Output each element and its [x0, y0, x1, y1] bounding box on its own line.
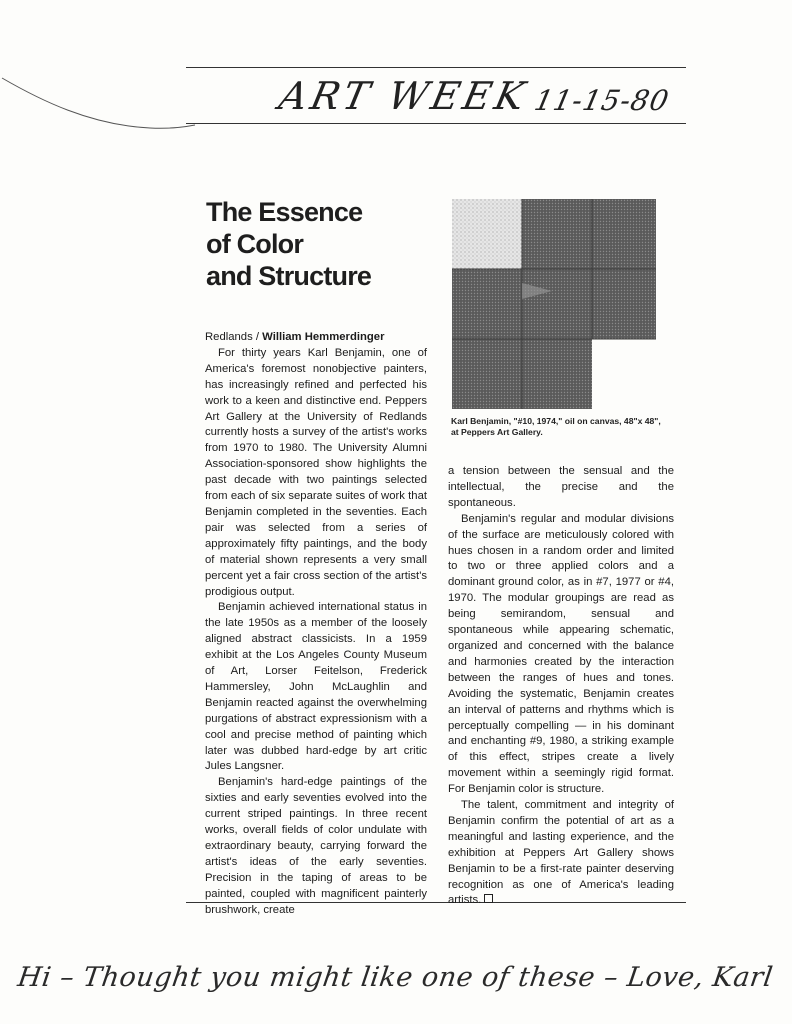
paragraph: Benjamin achieved international status in the late 1950s as a member of the loosely aligned abstract classicists. In a 1959 exhibit at the Los Angeles County Museum of Art, Lorser Feitelson, Frederick Hammersley, John McLaughlin and Benjamin reacted against the overwhelming purgations of abstract expressionism with a cool and precise method of painting which later was dubbed hard-edge by art critic Jules Langsner. — [205, 601, 427, 773]
title-line: and Structure — [206, 261, 372, 291]
closing-text: The talent, commitment and integrity of Benjamin confirm the potential of art as a meaningful and lasting experience, and the exhibition at Peppers Art Gallery shows Benjamin to be a first-rate painter deserving recognition as one of America's leading artists. — [448, 799, 674, 907]
figure-caption: Karl Benjamin, "#10, 1974," oil on canvas, 48"x 48", at Peppers Art Gallery. — [451, 416, 661, 437]
article-title — [206, 196, 436, 292]
handwritten-date: 11-15-80 — [531, 84, 673, 117]
author-name: William Hemmerdinger — [262, 331, 385, 343]
paragraph — [448, 798, 674, 909]
top-rule — [186, 67, 686, 68]
paragraph: Benjamin's hard-edge paintings of the sixties and early seventies evolved into the current striped paintings. In three recent works, overall fields of color undulate with extraordinary beauty, carrying forward the artist's ideas of the early seventies. Precision in the taping of areas to be painted, coupled with magnificent painterly brushwork, create — [205, 776, 427, 916]
article-column-1 — [205, 330, 427, 919]
title-line: of Color — [206, 229, 304, 259]
handwritten-note: Hi – Thought you might like one of these – Love, Karl — [15, 962, 775, 993]
paragraph: a tension between the sensual and the intellectual, the precise and the spontaneous. — [448, 465, 674, 509]
handwritten-masthead: ART WEEK — [275, 74, 533, 118]
paragraph: For thirty years Karl Benjamin, one of America's foremost nonobjective painters, has increasingly refined and perfected his work to a keen and distinctive end. Peppers Art Gallery at the University of Redlands currently hosts a survey of the artist's works from 1970 to 1980. The University Alumni Association-sponsored show highlights the past decade with two paintings selected from each of six separate suites of work that Benjamin completed in the seventies. Each pair was selected from a series of approximately fifty paintings, and the body of material shown represents a very small percent yet a fair cross section of the artist's prodigious output. — [205, 346, 427, 598]
scratch-mark — [0, 70, 200, 140]
title-line: The Essence — [206, 197, 363, 227]
article-column-2 — [448, 464, 674, 909]
header-rule — [186, 123, 686, 124]
painting-reproduction — [452, 199, 656, 409]
end-mark-icon — [484, 894, 493, 903]
byline — [205, 330, 427, 346]
dateline: Redlands / — [205, 331, 260, 343]
paragraph: Benjamin's regular and modular divisions of the surface are meticulously colored with hues chosen in a random order and limited to two or three applied colors and a dominant ground color, as in #7, 1977 or #4, 1970. The modular groupings are read as being semirandom, sensual and spontaneous while appearing schematic, organized and concerned with the balance and harmonies created by the interaction between the ranges of hues and tones. Avoiding the systematic, Benjamin creates an interval of patterns and rhythms which is perceptually compelling — in his dominant and enchanting #9, 1980, a striking example of this effect, stripes create a lively movement within a seemingly rigid format. For Benjamin color is structure. — [448, 512, 674, 796]
